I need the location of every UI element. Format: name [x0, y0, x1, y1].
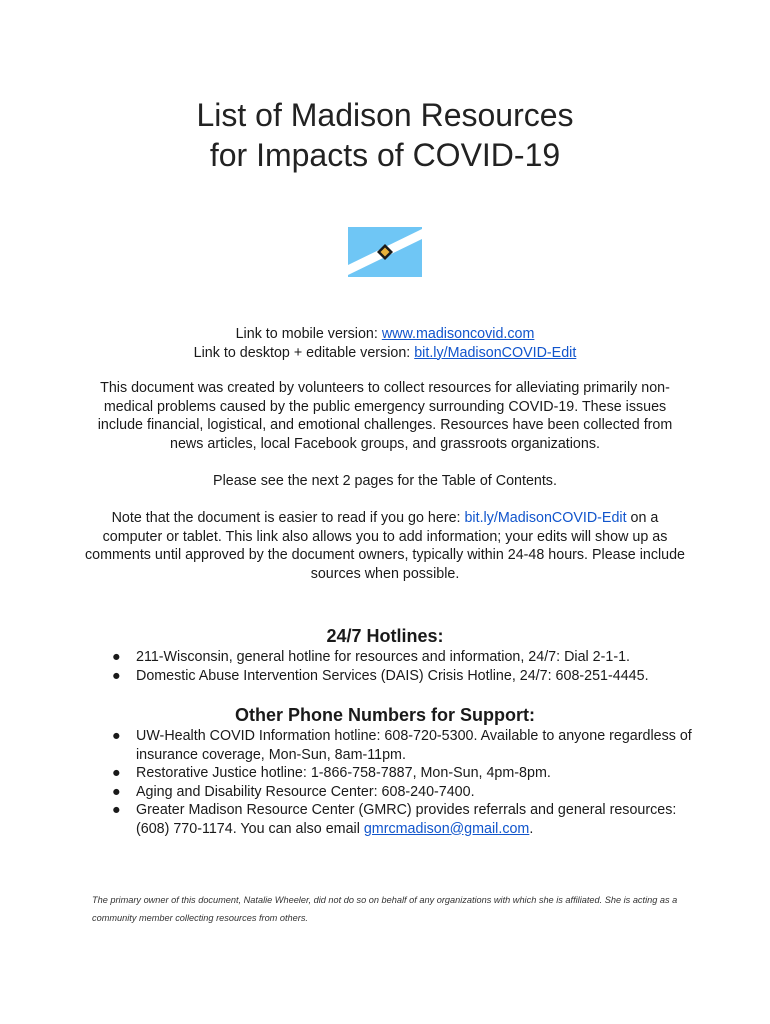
gmrc-email-link[interactable]: gmrcmadison@gmail.com	[363, 820, 530, 837]
list-item-text: Restorative Justice hotline: 1-866-758-7887, Mon-Sun, 4pm-8pm.	[136, 765, 551, 781]
page-title	[0, 95, 770, 175]
list-item	[112, 727, 692, 764]
list-item	[112, 648, 692, 667]
title-line-1: List of Madison Resources	[196, 97, 574, 133]
bullet-icon: ●	[112, 802, 121, 818]
list-item	[112, 764, 692, 783]
desktop-version-link[interactable]: bit.ly/MadisonCOVID-Edit	[414, 344, 577, 361]
note-edit-link[interactable]: bit.ly/MadisonCOVID-Edit	[464, 510, 627, 526]
bullet-icon: ●	[112, 728, 121, 744]
mobile-link-line	[80, 325, 690, 344]
list-item	[112, 783, 692, 802]
footer-disclaimer: The primary owner of this document, Natalie Wheeler, did not do so on behalf of any organizations with which she is affiliated. She is acting as a community member collecting resources from others.	[92, 895, 678, 923]
other-numbers-list	[112, 727, 692, 838]
title-line-2: for Impacts of COVID-19	[209, 137, 561, 173]
list-item-text: Aging and Disability Resource Center: 608-240-7400.	[136, 783, 475, 800]
bullet-icon: ●	[112, 667, 121, 684]
bullet-icon: ●	[112, 649, 121, 665]
gmrc-text-after: .	[529, 820, 534, 837]
list-item-text: 211-Wisconsin, general hotline for resources and information, 24/7: Dial 2-1-1.	[136, 649, 631, 665]
note-text-after: on a computer or tablet. This link also allows you to add information; your edits will show up as comments until approved by the document owners, typically within 24-48 hours. Please include sources when possible.	[85, 510, 685, 582]
note-text-before: Note that the document is easier to read if you go here:	[111, 510, 465, 526]
hotlines-list	[112, 648, 692, 685]
mobile-version-link[interactable]: www.madisoncovid.com	[381, 326, 535, 342]
desktop-link-label: Link to desktop + editable version:	[193, 344, 415, 361]
bullet-icon: ●	[112, 765, 121, 781]
intro-paragraph: This document was created by volunteers to collect resources for alleviating primarily non-medical problems caused by the public emergency surrounding COVID-19. These issues include financial, logistical, and emotional challenges. Resources have been collected from news articles, local Facebook groups, and grassroots organizations.	[97, 380, 673, 452]
gmrc-text-before: Greater Madison Resource Center (GMRC) provides referrals and general resources: (608) 770-1174. You can also email	[136, 802, 677, 837]
note-paragraph	[80, 509, 690, 583]
mobile-link-label: Link to mobile version:	[235, 326, 382, 342]
toc-note: Please see the next 2 pages for the Table of Contents.	[213, 473, 557, 489]
bullet-icon: ●	[112, 783, 121, 800]
list-item-text: Domestic Abuse Intervention Services (DAIS) Crisis Hotline, 24/7: 608-251-4445.	[136, 667, 649, 684]
list-item	[112, 801, 692, 838]
list-item-text: UW-Health COVID Information hotline: 608-720-5300. Available to anyone regardless of insurance coverage, Mon-Sun, 8am-11pm.	[136, 728, 692, 763]
version-links	[80, 325, 690, 362]
hotlines-heading: 24/7 Hotlines:	[326, 626, 444, 646]
other-numbers-heading: Other Phone Numbers for Support:	[234, 705, 535, 725]
list-item	[112, 667, 692, 686]
flag-of-madison-icon	[348, 227, 422, 277]
desktop-link-line	[80, 344, 690, 363]
